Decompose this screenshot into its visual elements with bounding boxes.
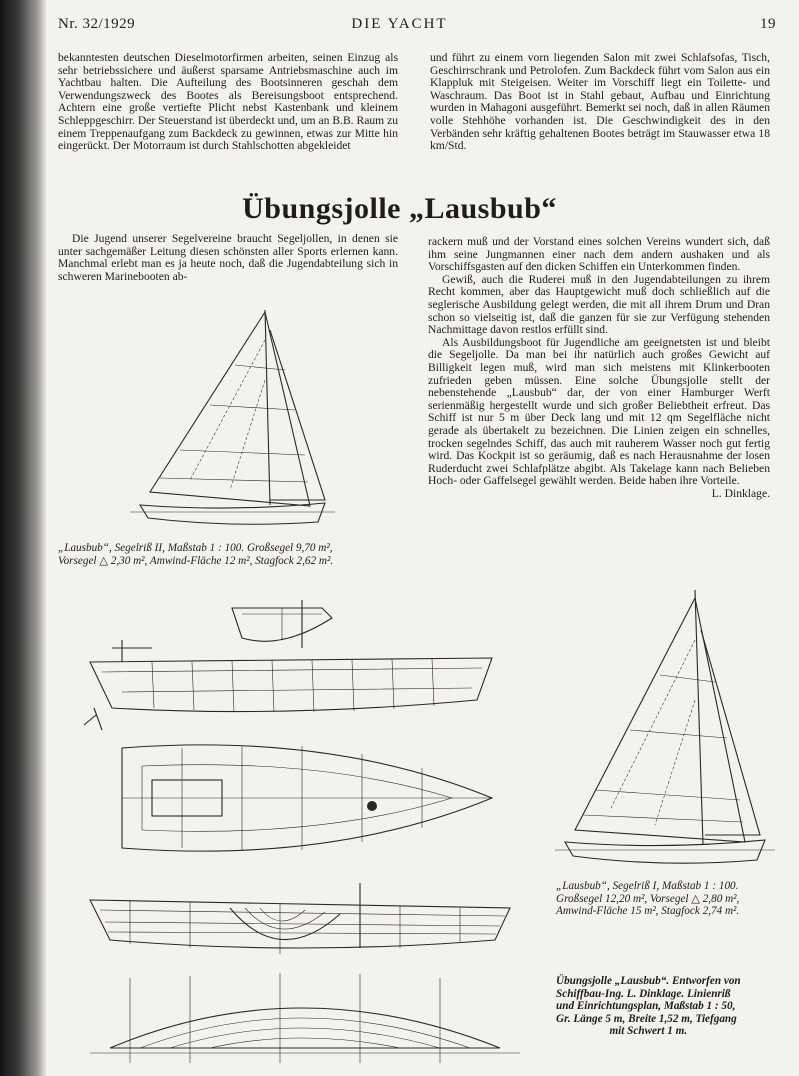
page-number: 19 (760, 16, 776, 32)
sail-plan-2-drawing (120, 300, 340, 535)
continued-text-left: bekanntesten deutschen Dieselmotorfirmen arbeiten, seinen Einzug als sehr betriebssichere und äußerst sparsame Antriebsmaschine auch im Yachtbau halten. Die Aufteilung des Bootsinneren geschah dem Verwendungszweck des Bootes als Bereisungsboot entsprechend. Achtern eine große vertiefte Plicht nebst Kastenbank und kleinem Schleppgeschirr. Der Steuerstand ist überdeckt und, um an B.B. Raum zu einem Treppenaufgang zum Backdeck zu gewinnen, etwas zur Mitte hin eingerückt. Der Motorraum ist durch Stahlschotten abgekleidet (58, 51, 399, 153)
article-intro-column: Die Jugend unserer Segelvereine braucht Segeljollen, in denen sie unter sachgemäßer Leitung diesen schönsten aller Sports erlernen kann. Manchmal erlebt man es ja heute noch, daß die Jugendabteilung sich in schweren Marinebooten ab- (58, 232, 398, 283)
lines-plan-caption: Übungsjolle „Lausbub“. Entworfen von Schiffbau-Ing. L. Dinklage. Linienriß und Einrichtungsplan, Maßstab 1 : 50, Gr. Länge 5 m, Breite 1,52 m, Tiefgang mit Schwert 1 m. (556, 975, 741, 1037)
paragraph-2: Gewiß, auch die Ruderei muß in den Jugendabteilungen zu ihrem Recht kommen, aber das Hauptgewicht muß doch schließlich auf die seglerische Ausbildung gelegt werden, die mit all ihrem Drum und Dran schon so vielseitig ist, daß die ganzen für sie zur Verfügung stehenden Nachmittage davon restlos erfüllt sind. (428, 272, 770, 337)
continued-text-right: und führt zu einem vorn liegenden Salon mit zwei Schlafsofas, Tisch, Geschirrschrank und Petrolofen. Zum Backdeck führt vom Salon aus ein Klappluk mit Steigeisen. Weiter im Vorschiff liegt ein Toilette- und Waschraum. Das Boot ist in Stahl gebaut, Aufbau und Einrichtung wurden in Mahagoni ausgeführt. Bemerkt sei noch, daß in allen Räumen volle Stehhöhe vorhanden ist. Die Geschwindigkeit des in den Verbänden sehr kräftig gehaltenen Bootes beträgt im Stauwasser etwa 18 km/Std. (430, 51, 770, 153)
book-spine-shadow (0, 0, 46, 1076)
sail-plan-2-caption: „Lausbub“, Segelriß II, Maßstab 1 : 100. Großsegel 9,70 m², Vorsegel △ 2,30 m², Amwind-Fläche 12 m², Stagfock 2,62 m². (58, 542, 334, 567)
journal-title: DIE YACHT (351, 16, 448, 32)
article-body-column (428, 236, 770, 500)
sail-plan-1-drawing (555, 590, 775, 880)
sail-plan-1-caption: „Lausbub“, Segelriß I, Maßstab 1 : 100. Großsegel 12,20 m², Vorsegel △ 2,80 m², Amwind-Fläche 15 m², Stagfock 2,74 m². (556, 880, 740, 917)
paragraph-1: rackern muß und der Vorstand eines solchen Vereins wundert sich, daß ihm seine Jungmannen einer nach dem andern aushaken und als Vorschiffsgasten auf den dicken Schiffen ein Unterkommen finden. (428, 235, 770, 274)
article-title: Übungsjolle „Lausbub“ (242, 192, 557, 225)
paragraph-3: Als Ausbildungsboot für Jugendliche am geeignetsten ist und bleibt die Segeljolle. Da man bei ihr natürlich auch großes Gewicht auf Billigkeit legen muß, wird man sich meistens mit Klinkerbooten zufrieden geben müssen. Eine solche Übungsjolle stellt der nebenstehende „Lausbub“ dar, der von einer Hamburger Werft serienmäßig hergestellt wurde und sich großer Beliebtheit erfreut. Das Schiff ist nur 5 m über Deck lang und mit 12 qm Segelfläche nicht gerade als übertakelt zu bezeichnen. Die Linien zeigen ein schnelles, trocken segelndes Schiff, das auch mit rauherem Wasser noch gut fertig wird. Das Kockpit ist so geräumig, daß es nach Herausnahme der losen Ruderducht zwei Schlafplätze abgibt. Als Takelage kann nach Belieben Hoch- oder Gaffelsegel gewählt werden. Beide haben ihre Vorteile. (428, 335, 770, 488)
construction-profile-drawing (82, 600, 502, 735)
deck-plan-drawing (82, 738, 502, 868)
lines-plan-drawing (60, 878, 530, 1068)
author-signature: L. Dinklage. (711, 486, 770, 500)
issue-number: Nr. 32/1929 (58, 16, 136, 32)
